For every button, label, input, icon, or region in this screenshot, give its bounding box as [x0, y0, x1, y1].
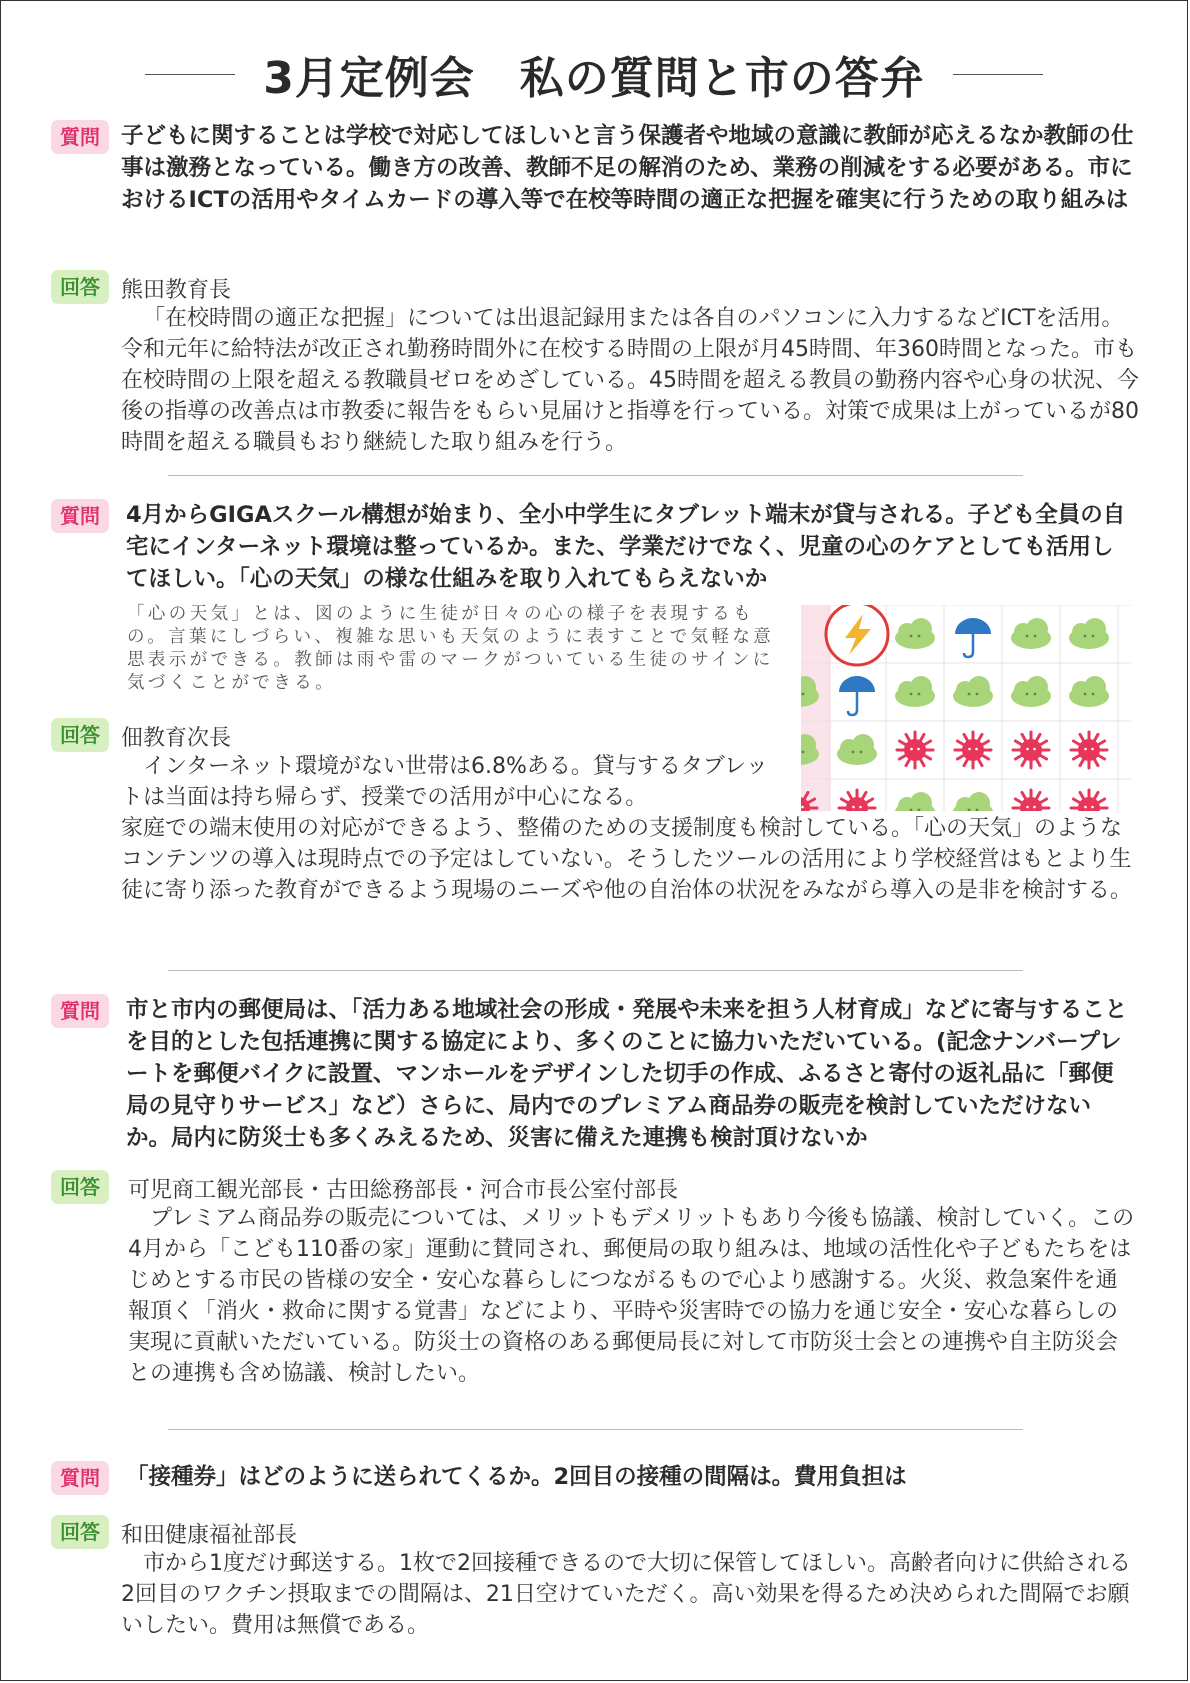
- question-badge-3: 質問: [51, 994, 109, 1028]
- responder-4: 和田健康福祉部長: [121, 1523, 298, 1548]
- question-text-4: 「接種券」はどのように送られてくるか。2回目の接種の間隔は。費用負担は: [126, 1464, 907, 1490]
- sun-icon: [839, 790, 875, 811]
- responder-3: 可児商工観光部長・古田総務部長・河合市長公室付部長: [128, 1178, 679, 1203]
- sun-icon: [1071, 790, 1107, 811]
- cloud-icon: [1011, 618, 1051, 649]
- cloud-icon: [1069, 618, 1109, 649]
- responder-1: 熊田教育長: [121, 278, 232, 303]
- question-text-2: 4月からGIGAスクール構想が始まり、全小中学生にタブレット端末が貸与される。子ども全員の自宅にインターネット環境は整っているか。また、学業だけでなく、児童の心のケアとしても活用してほしい。「心の天気」の様な仕組みを取り入れてもらえないか: [126, 502, 1126, 592]
- answer-badge-4: 回答: [51, 1515, 109, 1549]
- sun-icon: [1071, 732, 1107, 768]
- question-text-1: 子どもに関することは学校で対応してほしいと言う保護者や地域の意識に教師が応えるなか教師の仕事は激務となっている。働き方の改善、教師不足の解消のため、業務の削減をする必要がある。市におけるICTの活用やタイムカードの導入等で在校等時間の適正な把握を確実に行うための取り組みは: [121, 123, 1134, 213]
- umbrella-icon: [839, 676, 875, 715]
- cloud-icon: [953, 792, 993, 811]
- umbrella-icon: [955, 618, 991, 657]
- kokoro-tenki-note: 「心の天気」とは、図のように生徒が日々の心の様子を表現するもの。言葉にしづらい、複雑な思いも天気のように表すことで気軽な意思表示ができる。教師は雨や雷のマークがついている生徒のサインに気づくことができる。: [127, 604, 775, 693]
- cloud-icon: [1069, 676, 1109, 707]
- sun-icon: [955, 732, 991, 768]
- divider-2: [168, 970, 1023, 971]
- responder-2: 佃教育次長: [121, 726, 232, 751]
- sun-icon: [897, 732, 933, 768]
- kokoro-tenki-illustration: [801, 605, 1131, 811]
- cloud-icon: [895, 618, 935, 649]
- question-text-3: 市と市内の郵便局は、「活力ある地域社会の形成・発展や未来を担う人材育成」などに寄与することを目的とした包括連携に関する協定により、多くのことに協力いただいている。(記念ナンバープレートを郵便バイクに設置、マンホールをデザインした切手の作成、ふるさと寄付の返礼品に「郵便局の見守りサービス」など）さらに、局内でのプレミアム商品券の販売を検討していただけないか。局内に防災士も多くみえるため、災害に備えた連携も検討頂けないか: [126, 997, 1128, 1151]
- question-badge-1: 質問: [51, 120, 109, 154]
- title-rule-left: [145, 74, 235, 75]
- answer-text-4: 市から1度だけ郵送する。1枚で2回接種できるので大切に保管してほしい。高齢者向けに供給される2回目のワクチン摂取までの間隔は、21日空けていただく。高い効果を得るため決められた間隔でお願いしたい。費用は無償である。: [121, 1551, 1131, 1638]
- divider-1: [168, 475, 1023, 476]
- question-badge-4: 質問: [51, 1461, 109, 1495]
- answer-text-3: プレミアム商品券の販売については、メリットもデメリットもあり今後も協議、検討していく。この4月から「こども110番の家」運動に賛同され、郵便局の取り組みは、地域の活性化や子どもたちをはじめとする市民の皆様の安全・安心な暮らしにつながるもので心より感謝する。火災、救急案件を通報頂く「消火・救命に関する覚書」などにより、平時や災害時での協力を通じ安全・安心な暮らしの実現に貢献いただいている。防災士の資格のある郵便局長に対して市防災士会との連携や自主防災会との連携も含め協議、検討したい。: [128, 1206, 1135, 1386]
- title-rule-right: [953, 74, 1043, 75]
- answer-text-2b: 家庭での端末使用の対応ができるよう、整備のための支援制度も検討している。「心の天気」のようなコンテンツの導入は現時点での予定はしていない。そうしたツールの活用により学校経営はもとより生徒に寄り添った教育ができるよう現場のニーズや他の自治体の状況をみながら導入の是非を検討する。: [121, 816, 1132, 903]
- answer-text-1: 「在校時間の適正な把握」については出退記録用または各自のパソコンに入力するなどICTを活用。令和元年に給特法が改正され勤務時間外に在校する時間の上限が月45時間、年360時間となった。市も在校時間の上限を超える教職員ゼロをめざしている。45時間を超える教員の勤務内容や心身の状況、今後の指導の改善点は市教委に報告をもらい見届けと指導を行っている。対策で成果は上がっているが80時間を超える職員もおり継続した取り組みを行う。: [121, 306, 1139, 455]
- question-badge-2: 質問: [51, 499, 109, 533]
- answer-text-2a: インターネット環境がない世帯は6.8%ある。貸与するタブレットは当面は持ち帰らず、授業での活用が中心になる。: [121, 754, 768, 810]
- answer-badge-1: 回答: [51, 270, 109, 304]
- cloud-icon: [953, 676, 993, 707]
- title-row: [1, 39, 1187, 109]
- divider-3: [168, 1429, 1023, 1430]
- cloud-icon: [895, 792, 935, 811]
- cloud-icon: [837, 734, 877, 765]
- page-title: 3月定例会 私の質問と市の答弁: [263, 53, 925, 104]
- answer-badge-2: 回答: [51, 718, 109, 752]
- cloud-icon: [1011, 676, 1051, 707]
- thunder-icon: [826, 605, 888, 665]
- answer-badge-3: 回答: [51, 1170, 109, 1204]
- cloud-icon: [895, 676, 935, 707]
- weather-grid-image: [801, 605, 1131, 811]
- sun-icon: [1013, 732, 1049, 768]
- sun-icon: [1013, 790, 1049, 811]
